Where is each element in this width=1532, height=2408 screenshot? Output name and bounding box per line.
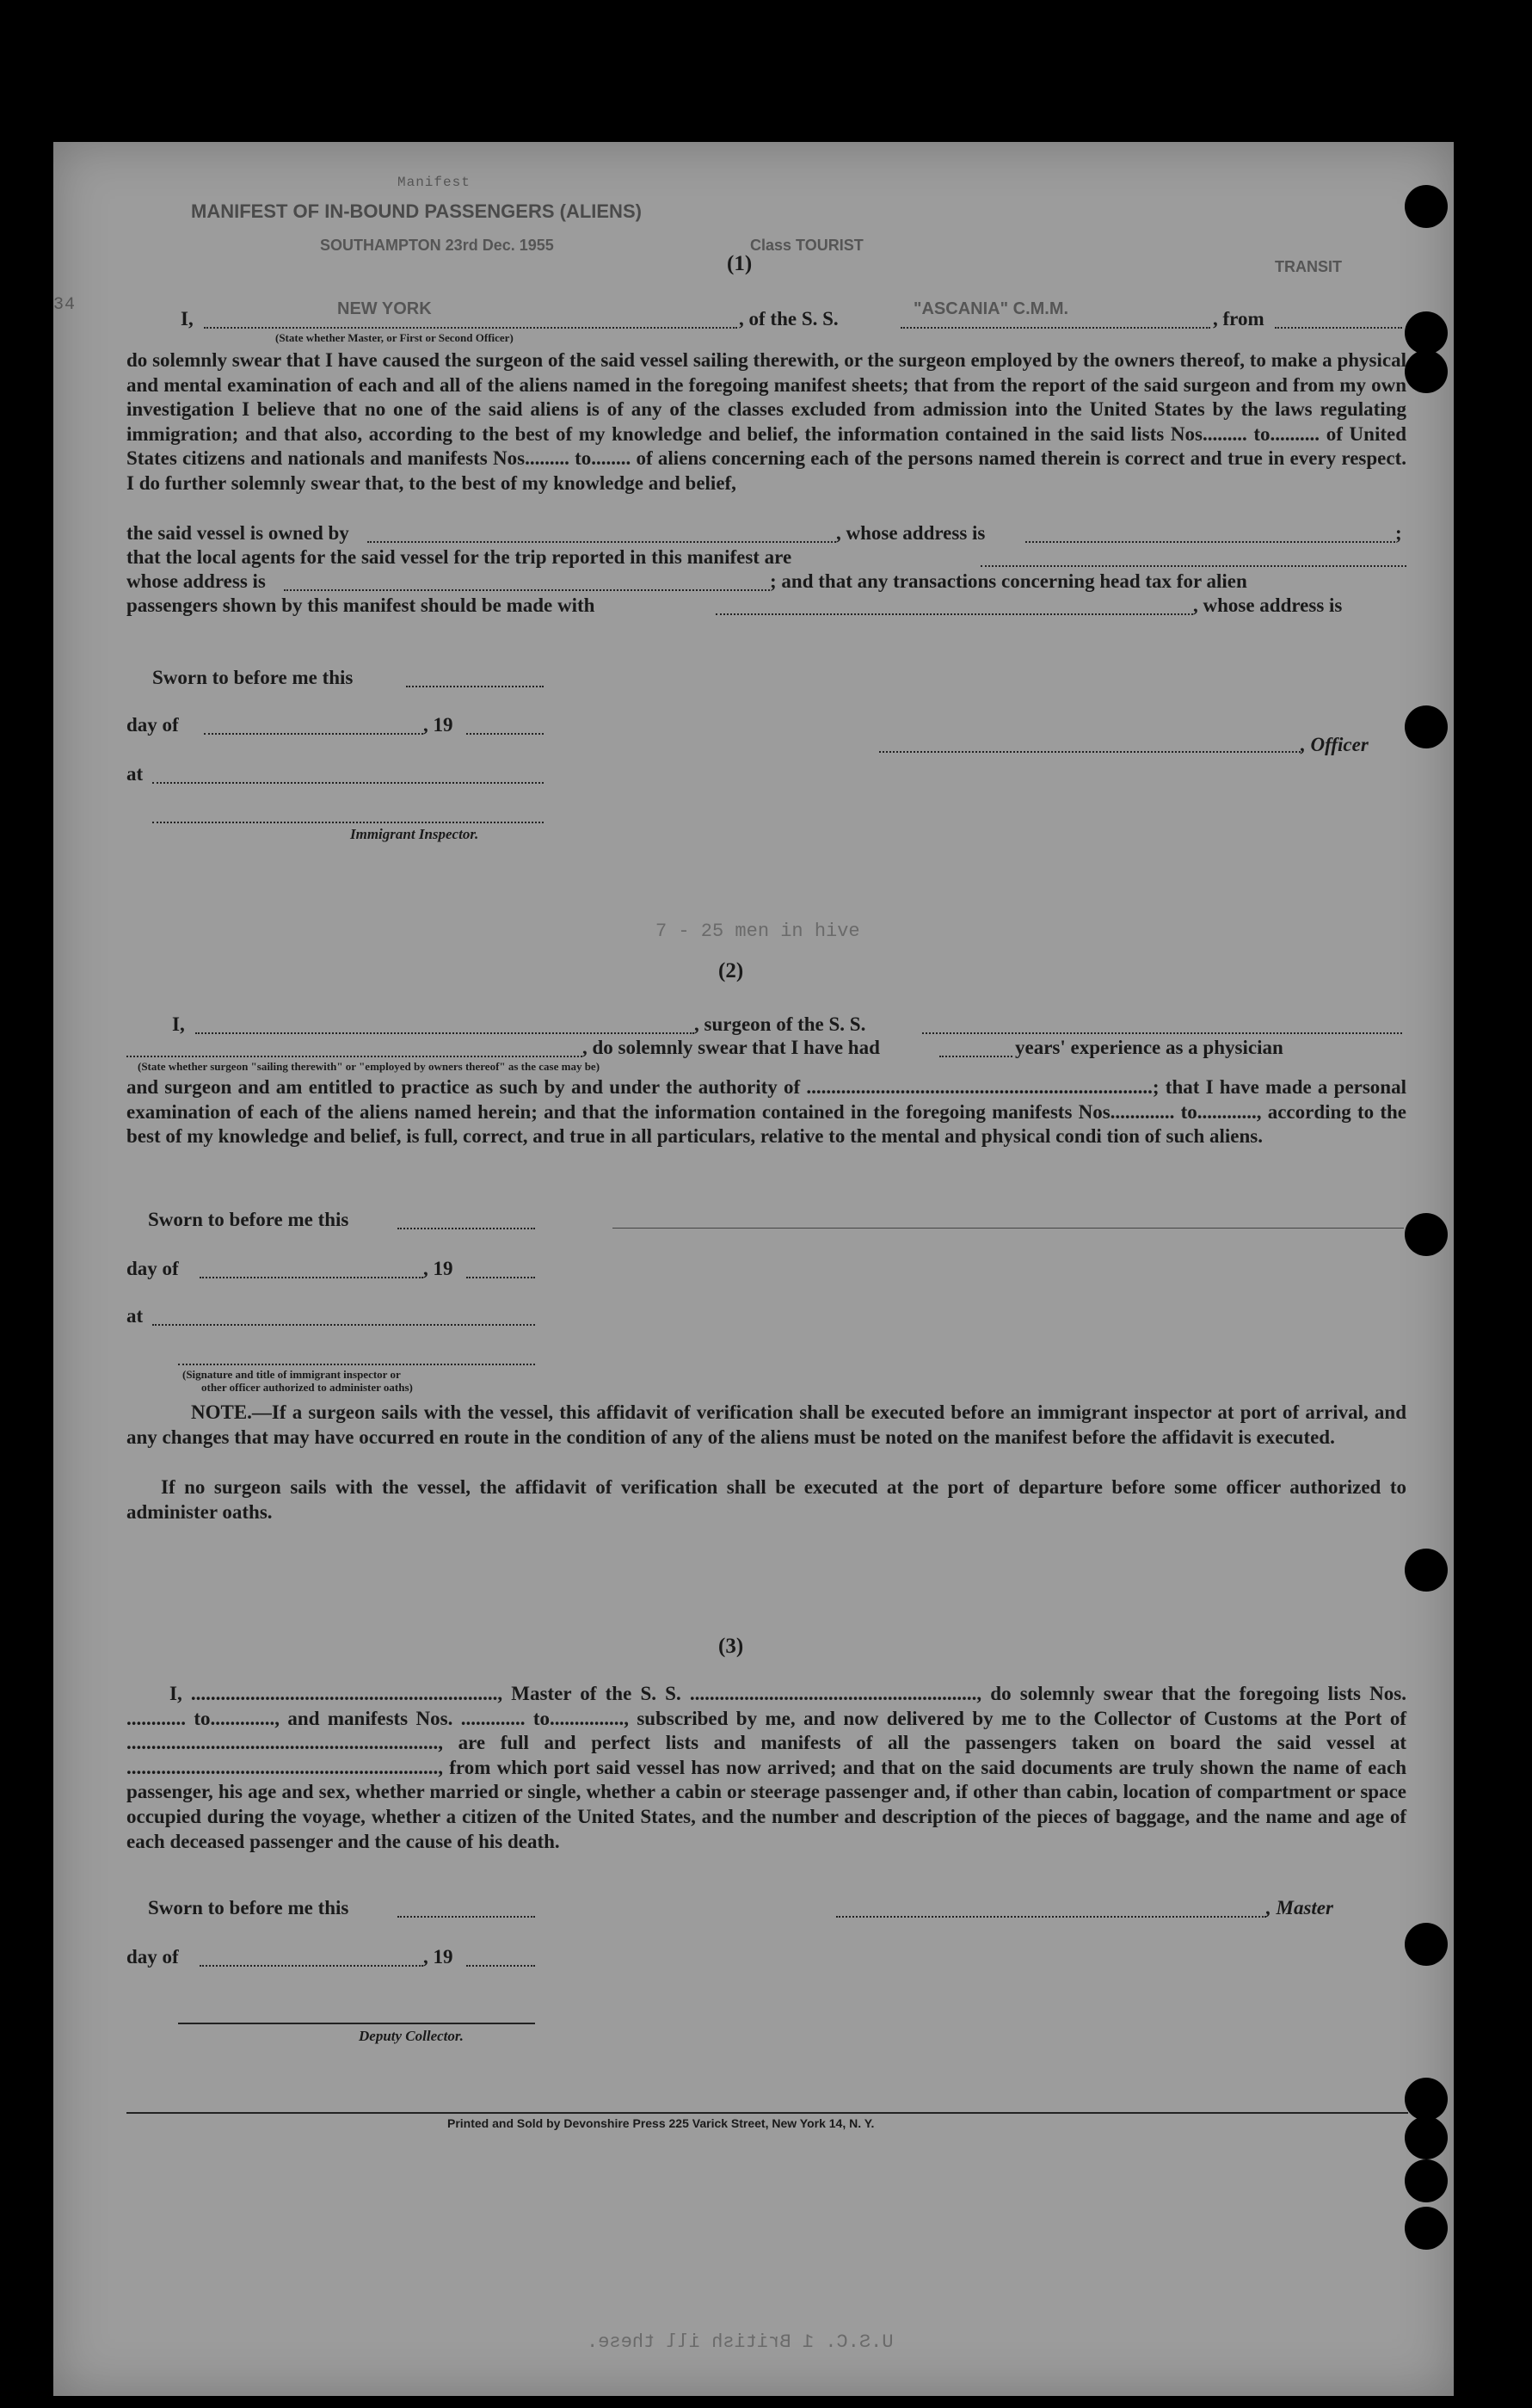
binder-hole xyxy=(1405,705,1448,748)
semicolon: ; xyxy=(1395,522,1402,544)
section-3-day-field[interactable] xyxy=(200,1965,423,1967)
printer-credit: Printed and Sold by Devonshire Press 225 Varick Street, New York 14, N. Y. xyxy=(447,2116,875,2130)
officer-caption-label: , Officer xyxy=(1301,734,1369,755)
section-3-day-of: day of xyxy=(126,1946,179,1968)
sig-caption-1: (Signature and title of immigrant inspector or xyxy=(182,1368,401,1381)
section-1-inspector-sig-field[interactable] xyxy=(152,822,544,823)
section-2-swear: , do solemnly swear that I have had xyxy=(582,1037,880,1058)
surgeon-note-2: If no surgeon sails with the vessel, the affidavit of verification shall be executed at the port of departure before some officer authorized to administer oaths. xyxy=(126,1476,1406,1523)
from-port-field[interactable] xyxy=(1275,327,1402,329)
agent-address-label: whose address is xyxy=(126,570,266,592)
faint-manifest-title: MANIFEST OF IN-BOUND PASSENGERS (ALIENS) xyxy=(191,200,642,222)
sig-caption-2: other officer authorized to administer oaths) xyxy=(201,1381,413,1394)
section-2-body: and surgeon and am entitled to practice as such by and under the authority of ......................................................................; that I have made a personal examination of each of the aliens named herein; and that the information contained in the foregoing manifests Nos............. to............, according to the best of my knowledge and belief, is full, correct, and true in all particulars, relative to the mental and physical condi tion of such aliens. xyxy=(126,1076,1406,1148)
agents-label: that the local agents for the said vessel for the trip reported in this manifest are xyxy=(126,546,792,568)
section-2-inspector-sig-field[interactable] xyxy=(178,1364,535,1365)
officer-name-field[interactable] xyxy=(204,327,737,329)
binder-hole xyxy=(1405,185,1448,228)
section-1-day-field[interactable] xyxy=(204,733,423,735)
section-2-year-field[interactable] xyxy=(466,1277,535,1278)
surgeon-signature-field[interactable] xyxy=(612,1228,1404,1229)
section-2-year: , 19 xyxy=(423,1258,453,1279)
binder-hole xyxy=(1405,2159,1448,2202)
deputy-collector-sig-field[interactable] xyxy=(178,2023,535,2024)
binder-hole xyxy=(1405,2116,1448,2159)
section-1-year: , 19 xyxy=(423,714,453,736)
surgeon-status-field[interactable] xyxy=(126,1056,582,1057)
section-1-year-field[interactable] xyxy=(466,733,544,735)
section-2-at: at xyxy=(126,1305,144,1327)
section-3-sworn-date-field[interactable] xyxy=(397,1916,535,1918)
document-page xyxy=(53,142,1454,2396)
section-1-number: (1) xyxy=(727,252,753,275)
section-2-years: years' experience as a physician xyxy=(1015,1037,1283,1058)
section-2-i: I, xyxy=(172,1013,185,1035)
section-3-year-field[interactable] xyxy=(466,1965,535,1967)
master-signature-field[interactable] xyxy=(836,1916,1266,1918)
section-2-sworn: Sworn to before me this xyxy=(148,1209,349,1230)
binder-hole xyxy=(1405,1213,1448,1256)
section-2-at-field[interactable] xyxy=(152,1324,535,1326)
binder-hole xyxy=(1405,1549,1448,1592)
faint-port: NEW YORK xyxy=(337,299,432,318)
faint-transit: TRANSIT xyxy=(1275,258,1342,275)
section-1-body: do solemnly swear that I have caused the surgeon of the said vessel sailing therewith, or the surgeon employed by the owners thereof, to make a physical and mental examination of each and all of the aliens named in the foregoing manifest sheets; that from the report of the said surgeon and from my own investigation I believe that no one of the said aliens is of any of the classes excluded from admission into the United States by the laws regulating immigration; and that also, according to the best of my knowledge and belief, the information contained in the said lists Nos......... to.......... of United States citizens and nationals and manifests Nos......... to........ of aliens concerning each of the persons named therein is correct and true in every respect. I do further solemnly swear that, to the best of my knowledge and belief, xyxy=(126,349,1406,494)
footer-rule xyxy=(126,2112,1408,2114)
section-1-i: I, xyxy=(181,308,194,329)
owner-address-field[interactable] xyxy=(1025,541,1395,543)
bleed-through-bottom: U.S.C. 1 British ill these. xyxy=(587,2331,894,2353)
head-tax-with-label: passengers shown by this manifest should be made with xyxy=(126,594,595,616)
agents-field[interactable] xyxy=(981,565,1406,567)
section-1-day-of: day of xyxy=(126,714,179,736)
master-caption: , Master xyxy=(1266,1897,1333,1918)
immigrant-inspector-caption: Immigrant Inspector. xyxy=(350,826,479,842)
surgeon-vessel-field[interactable] xyxy=(922,1032,1402,1034)
section-2-day-field[interactable] xyxy=(200,1277,423,1278)
faint-departure-line: SOUTHAMPTON 23rd Dec. 1955 xyxy=(320,237,554,254)
section-3-number: (3) xyxy=(718,1635,744,1658)
stamp-manifest: Manifest xyxy=(397,175,471,190)
stamp-number: 34 xyxy=(53,295,77,315)
section-2-surgeon-of: , surgeon of the S. S. xyxy=(694,1013,866,1035)
section-2-sworn-date-field[interactable] xyxy=(397,1228,535,1229)
agent-address-field[interactable] xyxy=(284,589,770,591)
binder-hole xyxy=(1405,311,1448,354)
surgeon-caption: (State whether surgeon "sailing therewith" or "employed by owners thereof" as the case may be) xyxy=(138,1060,600,1073)
section-3-sworn: Sworn to before me this xyxy=(148,1897,349,1918)
owner-field[interactable] xyxy=(367,541,836,543)
bleed-through-text: 7 - 25 men in hive xyxy=(655,921,860,942)
section-3-year: , 19 xyxy=(423,1946,453,1968)
officer-caption: (State whether Master, or First or Second Officer) xyxy=(275,331,514,344)
head-tax-label: ; and that any transactions concerning head tax for alien xyxy=(770,570,1247,592)
faint-class: Class TOURIST xyxy=(750,237,864,254)
surgeon-name-field[interactable] xyxy=(195,1032,694,1034)
officer-signature-field[interactable] xyxy=(879,751,1301,753)
head-tax-party-field[interactable] xyxy=(716,613,1193,615)
section-2-number: (2) xyxy=(718,959,744,982)
section-3-body: I, .............................................................., Master of the S. S. .........................................................., do solemnly swear that the foregoing lists Nos. ............ to............., and manifests Nos. ............. to..............., subscribed by me, and now delivered by me to the Collector of Customs at the Port of ..............................................................., are full and perfect lists and manifests of all the passengers taken on board the said vessel at ..............................................................., from which port said vessel has now arrived; and that on the said documents are truly shown the name of each passenger, his age and sex, whether married or single, whether a cabin or steerage passenger and, if other than cabin, location of compartment or space occupied during the voyage, whether a citizen of the United States, and the number and description of the pieces of baggage, and the name and age of each deceased passenger and the cause of his death. xyxy=(126,1683,1406,1852)
years-experience-field[interactable] xyxy=(939,1056,1012,1057)
surgeon-note: NOTE.—If a surgeon sails with the vessel, this affidavit of verification shall be executed before an immigrant inspector at port of arrival, and any changes that may have occurred en route in the condition of any of the aliens must be noted on the manifest before the affidavit is executed. xyxy=(126,1401,1406,1448)
section-1-from: , from xyxy=(1213,308,1264,329)
section-1-of-ss: , of the S. S. xyxy=(739,308,839,329)
section-1-sworn: Sworn to before me this xyxy=(152,667,354,688)
binder-hole xyxy=(1405,350,1448,393)
head-tax-address-label: , whose address is xyxy=(1193,594,1343,616)
section-2-day-of: day of xyxy=(126,1258,179,1279)
faint-vessel: "ASCANIA" C.M.M. xyxy=(914,299,1069,318)
binder-hole xyxy=(1405,2078,1448,2121)
section-1-sworn-date-field[interactable] xyxy=(406,686,544,687)
section-1-at-field[interactable] xyxy=(152,782,544,784)
binder-hole xyxy=(1405,2207,1448,2250)
section-1-at: at xyxy=(126,763,144,785)
binder-hole xyxy=(1405,1923,1448,1966)
owned-by-label: the said vessel is owned by xyxy=(126,522,349,544)
vessel-name-field[interactable] xyxy=(901,327,1210,329)
owner-address-label: , whose address is xyxy=(836,522,986,544)
deputy-collector-caption: Deputy Collector. xyxy=(359,2028,464,2044)
